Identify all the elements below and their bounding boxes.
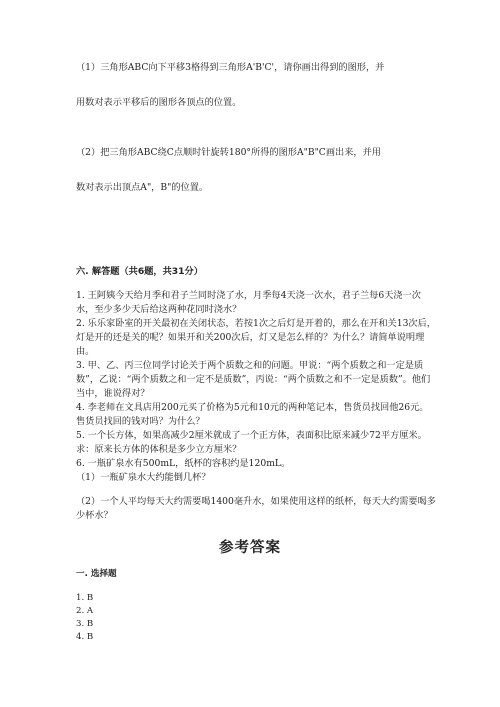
question-item: 3. 甲、乙、丙三位同学讨论关于两个质数之和的问题。甲说：“两个质数之和一定是质数”，乙说：“两个质数之和一定不是质数”，丙说：“两个质数之和不一定是质数”。他们当中，谁说得对？ [76, 360, 431, 399]
q1-line2: 用数对表示平移后的图形各顶点的位置。 [76, 97, 242, 108]
q2-line2: 数对表示出顶点A"，B"的位置。 [76, 182, 209, 193]
question-part1-2-cont [76, 180, 436, 195]
question-item: 6. 一瓶矿泉水有500mL，纸杯的容积约是120mL。 [76, 458, 291, 469]
question-part1-2 [76, 145, 436, 160]
question-part1-1-cont [76, 95, 436, 110]
question-item: 5. 一个长方体，如果高减少2厘米就成了一个正方体，表面积比原来减少72平方厘米。求：原来长方体的体积是多少立方厘米？ [76, 430, 427, 455]
answer-item: 1. B [76, 593, 94, 603]
section6-questions [76, 289, 436, 471]
q1-line1: （1）三角形ABC向下平移3格得到三角形A'B'C'，请你画出得到的图形，并 [76, 62, 385, 73]
question-item: 1. 王阿姨今天给月季和君子兰同时浇了水，月季每4天浇一次水，君子兰每6天浇一次水，至少多少天后给这两种花同时浇水？ [76, 290, 421, 315]
answer-item: 3. B [76, 619, 94, 629]
q2-line1: （2）把三角形ABC绕C点顺时针旋转180°所得的图形A"B"C画出来，并用 [76, 147, 381, 158]
question-item: 4. 李老师在文具店用200元买了价格为5元和10元的两种笔记本，售货员找回他26元。售货员找回的钱对吗？为什么？ [76, 402, 429, 427]
answers-section-heading: 一. 选择题 [76, 569, 117, 579]
sub-question-1: （1）一瓶矿泉水大约能倒几杯？ [76, 472, 211, 483]
answer-list [76, 592, 436, 644]
section-heading: 六. 解答题（共6题，共31分） [76, 266, 203, 277]
sub-question-2: （2）一个人平均每天大约需要喝1400毫升水，如果使用这样的纸杯，每天大约需要喝多少杯水？ [76, 496, 436, 521]
answer-item: 2. A [76, 606, 94, 616]
answers-title: 参考答案 [219, 540, 281, 556]
answer-item: 4. B [76, 632, 94, 642]
question-part1-1 [76, 60, 436, 75]
question-item: 2. 乐乐家卧室的开关最初在关闭状态，若按1次之后灯是开着的，那么在开和关13次后，灯是开的还是关的呢？如果开和关200次后，灯又是怎么样的？为什么？请简单说明理由。 [76, 318, 436, 357]
